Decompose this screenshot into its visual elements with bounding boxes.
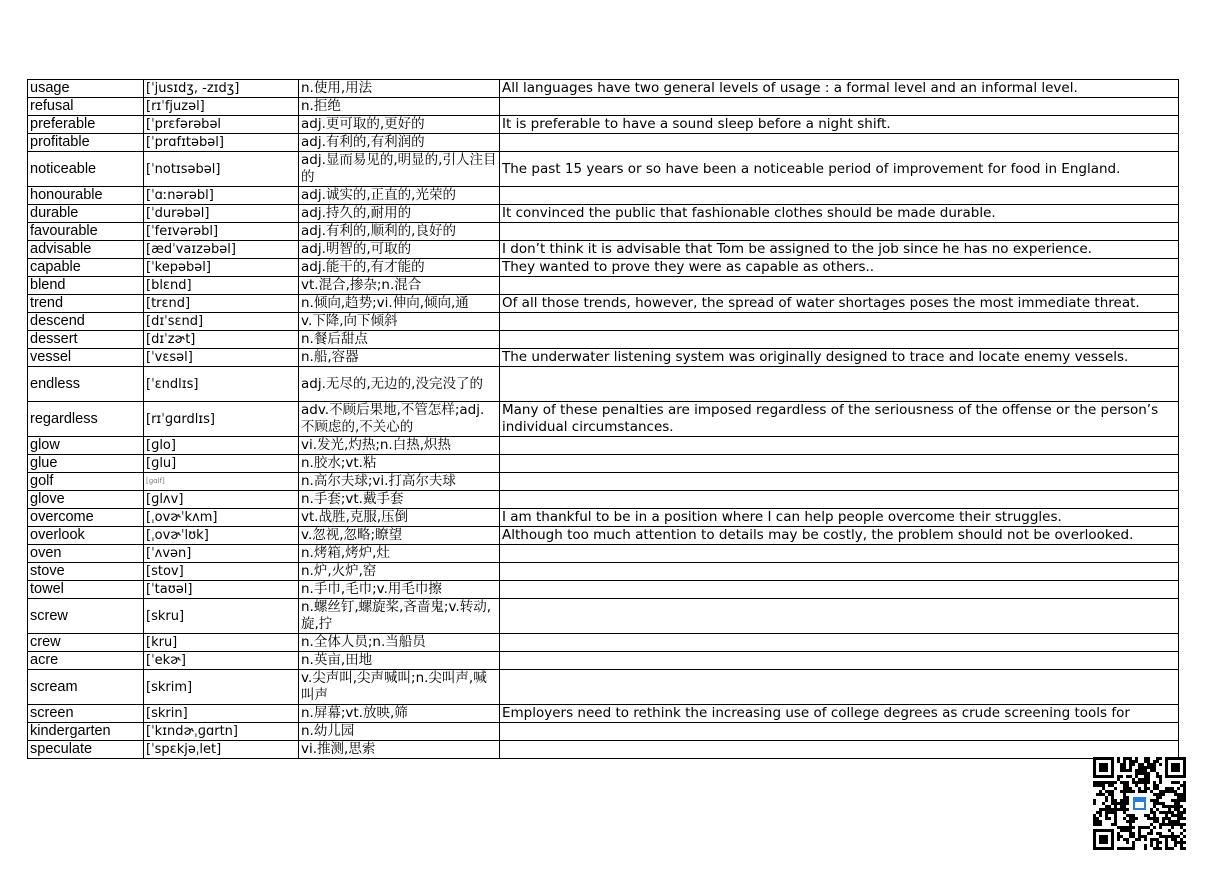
table-row bbox=[28, 313, 1179, 331]
table-row bbox=[28, 367, 1179, 402]
word-cell: regardless bbox=[28, 402, 144, 437]
example-sentence-cell: It is preferable to have a sound sleep before a night shift. bbox=[500, 116, 1179, 134]
pronunciation-cell: [kru] bbox=[144, 634, 299, 652]
word-cell: profitable bbox=[28, 134, 144, 152]
definition-cell: n.手套;vt.戴手套 bbox=[299, 491, 500, 509]
word-cell: honourable bbox=[28, 187, 144, 205]
definition-cell: adj.有利的,有利润的 bbox=[299, 134, 500, 152]
table-row bbox=[28, 563, 1179, 581]
table-row bbox=[28, 80, 1179, 98]
definition-cell: adj.持久的,耐用的 bbox=[299, 205, 500, 223]
table-row bbox=[28, 581, 1179, 599]
example-sentence-cell bbox=[500, 545, 1179, 563]
pronunciation-cell: [ˈprɛfərəbəl bbox=[144, 116, 299, 134]
definition-cell: v.下降,向下倾斜 bbox=[299, 313, 500, 331]
definition-cell: vt.混合,掺杂;n.混合 bbox=[299, 277, 500, 295]
table-row bbox=[28, 116, 1179, 134]
table-row bbox=[28, 634, 1179, 652]
example-sentence-cell bbox=[500, 741, 1179, 759]
pronunciation-cell: [ædˈvaɪzəbəl] bbox=[144, 241, 299, 259]
pronunciation-cell: [skrim] bbox=[144, 670, 299, 705]
word-cell: noticeable bbox=[28, 152, 144, 187]
example-sentence-cell bbox=[500, 367, 1179, 402]
pronunciation-cell: [rɪˈfjuzəl] bbox=[144, 98, 299, 116]
table-row bbox=[28, 134, 1179, 152]
vocabulary-table-body bbox=[28, 80, 1179, 759]
word-cell: durable bbox=[28, 205, 144, 223]
example-sentence-cell: The past 15 years or so have been a noticeable period of improvement for food in England. bbox=[500, 152, 1179, 187]
pronunciation-cell: [ˈjusɪdʒ, -zɪdʒ] bbox=[144, 80, 299, 98]
definition-cell: v.忽视,忽略;瞭望 bbox=[299, 527, 500, 545]
table-row bbox=[28, 652, 1179, 670]
definition-cell: n.炉,火炉,窑 bbox=[299, 563, 500, 581]
table-row bbox=[28, 402, 1179, 437]
pronunciation-cell: [ˈspɛkjəˌlet] bbox=[144, 741, 299, 759]
table-row bbox=[28, 599, 1179, 634]
pronunciation-cell: [ˈnotɪsəbəl] bbox=[144, 152, 299, 187]
example-sentence-cell bbox=[500, 599, 1179, 634]
example-sentence-cell: All languages have two general levels of usage : a formal level and an informal level. bbox=[500, 80, 1179, 98]
table-row bbox=[28, 473, 1179, 491]
example-sentence-cell bbox=[500, 437, 1179, 455]
definition-cell: v.尖声叫,尖声喊叫;n.尖叫声,喊叫声 bbox=[299, 670, 500, 705]
definition-cell: vi.发光,灼热;n.白热,炽热 bbox=[299, 437, 500, 455]
definition-cell: n.船,容器 bbox=[299, 349, 500, 367]
pronunciation-cell: [ˈkepəbəl] bbox=[144, 259, 299, 277]
table-row bbox=[28, 527, 1179, 545]
example-sentence-cell: Employers need to rethink the increasing use of college degrees as crude screening tools for bbox=[500, 705, 1179, 723]
definition-cell: adv.不顾后果地,不管怎样;adj.不顾虑的,不关心的 bbox=[299, 402, 500, 437]
word-cell: speculate bbox=[28, 741, 144, 759]
definition-cell: vt.战胜,克服,压倒 bbox=[299, 509, 500, 527]
pronunciation-cell: [dɪˈzɚt] bbox=[144, 331, 299, 349]
table-row bbox=[28, 295, 1179, 313]
word-cell: acre bbox=[28, 652, 144, 670]
table-row bbox=[28, 509, 1179, 527]
table-row bbox=[28, 205, 1179, 223]
word-cell: screen bbox=[28, 705, 144, 723]
example-sentence-cell bbox=[500, 331, 1179, 349]
example-sentence-cell: It convinced the public that fashionable clothes should be made durable. bbox=[500, 205, 1179, 223]
table-row bbox=[28, 277, 1179, 295]
example-sentence-cell: The underwater listening system was originally designed to trace and locate enemy vessels. bbox=[500, 349, 1179, 367]
example-sentence-cell bbox=[500, 98, 1179, 116]
example-sentence-cell bbox=[500, 313, 1179, 331]
pronunciation-cell: [ˈtaʊəl] bbox=[144, 581, 299, 599]
word-cell: overlook bbox=[28, 527, 144, 545]
word-cell: screw bbox=[28, 599, 144, 634]
pronunciation-cell: [ˈɑːnərəbl] bbox=[144, 187, 299, 205]
example-sentence-cell: I don’t think it is advisable that Tom be assigned to the job since he has no experience. bbox=[500, 241, 1179, 259]
definition-cell: n.餐后甜点 bbox=[299, 331, 500, 349]
word-cell: stove bbox=[28, 563, 144, 581]
word-cell: dessert bbox=[28, 331, 144, 349]
word-cell: towel bbox=[28, 581, 144, 599]
definition-cell: n.使用,用法 bbox=[299, 80, 500, 98]
table-row bbox=[28, 491, 1179, 509]
word-cell: capable bbox=[28, 259, 144, 277]
example-sentence-cell bbox=[500, 277, 1179, 295]
qr-code-icon bbox=[1093, 757, 1186, 850]
pronunciation-cell: [ˈfeɪvərəbl] bbox=[144, 223, 299, 241]
vocabulary-table bbox=[27, 79, 1179, 759]
pronunciation-cell: [blɛnd] bbox=[144, 277, 299, 295]
example-sentence-cell bbox=[500, 652, 1179, 670]
table-row bbox=[28, 241, 1179, 259]
word-cell: endless bbox=[28, 367, 144, 402]
example-sentence-cell: I am thankful to be in a position where I can help people overcome their struggles. bbox=[500, 509, 1179, 527]
table-row bbox=[28, 98, 1179, 116]
definition-cell: n.高尔夫球;vi.打高尔夫球 bbox=[299, 473, 500, 491]
pronunciation-cell: [ˈekɚ] bbox=[144, 652, 299, 670]
table-row bbox=[28, 741, 1179, 759]
table-row bbox=[28, 705, 1179, 723]
definition-cell: adj.明智的,可取的 bbox=[299, 241, 500, 259]
word-cell: kindergarten bbox=[28, 723, 144, 741]
definition-cell: n.胶水;vt.粘 bbox=[299, 455, 500, 473]
definition-cell: adj.能干的,有才能的 bbox=[299, 259, 500, 277]
pronunciation-cell: [stov] bbox=[144, 563, 299, 581]
definition-cell: n.全体人员;n.当船员 bbox=[299, 634, 500, 652]
table-row bbox=[28, 331, 1179, 349]
example-sentence-cell bbox=[500, 634, 1179, 652]
definition-cell: n.螺丝钉,螺旋桨,吝啬鬼;v.转动,旋,拧 bbox=[299, 599, 500, 634]
definition-cell: adj.无尽的,无边的,没完没了的 bbox=[299, 367, 500, 402]
word-cell: glue bbox=[28, 455, 144, 473]
pronunciation-cell: [ˌovɚˈlʊk] bbox=[144, 527, 299, 545]
example-sentence-cell bbox=[500, 563, 1179, 581]
pronunciation-cell: [ˈvɛsəl] bbox=[144, 349, 299, 367]
word-cell: oven bbox=[28, 545, 144, 563]
table-row bbox=[28, 723, 1179, 741]
word-cell: glow bbox=[28, 437, 144, 455]
definition-cell: adj.更可取的,更好的 bbox=[299, 116, 500, 134]
example-sentence-cell bbox=[500, 581, 1179, 599]
word-cell: vessel bbox=[28, 349, 144, 367]
table-row bbox=[28, 545, 1179, 563]
table-row bbox=[28, 349, 1179, 367]
example-sentence-cell bbox=[500, 473, 1179, 491]
pronunciation-cell: [ɡɑlf] bbox=[144, 473, 299, 491]
example-sentence-cell: Many of these penalties are imposed regardless of the seriousness of the offense or the person’s individual circumstances. bbox=[500, 402, 1179, 437]
pronunciation-cell: [ˈprɑfɪtəbəl] bbox=[144, 134, 299, 152]
word-cell: scream bbox=[28, 670, 144, 705]
example-sentence-cell bbox=[500, 723, 1179, 741]
word-cell: blend bbox=[28, 277, 144, 295]
pronunciation-cell: [ˈɛndlɪs] bbox=[144, 367, 299, 402]
definition-cell: adj.有利的,顺利的,良好的 bbox=[299, 223, 500, 241]
pronunciation-cell: [dɪˈsɛnd] bbox=[144, 313, 299, 331]
definition-cell: n.倾向,趋势;vi.伸向,倾向,通 bbox=[299, 295, 500, 313]
table-row bbox=[28, 152, 1179, 187]
word-cell: descend bbox=[28, 313, 144, 331]
word-cell: usage bbox=[28, 80, 144, 98]
table-row bbox=[28, 670, 1179, 705]
definition-cell: n.屏幕;vt.放映,筛 bbox=[299, 705, 500, 723]
table-row bbox=[28, 223, 1179, 241]
example-sentence-cell bbox=[500, 670, 1179, 705]
pronunciation-cell: [ɡlʌv] bbox=[144, 491, 299, 509]
definition-cell: adj.显而易见的,明显的,引人注目的 bbox=[299, 152, 500, 187]
pronunciation-cell: [ˌovɚˈkʌm] bbox=[144, 509, 299, 527]
example-sentence-cell: They wanted to prove they were as capable as others.. bbox=[500, 259, 1179, 277]
example-sentence-cell bbox=[500, 455, 1179, 473]
pronunciation-cell: [ˈdurəbəl] bbox=[144, 205, 299, 223]
word-cell: trend bbox=[28, 295, 144, 313]
definition-cell: adj.诚实的,正直的,光荣的 bbox=[299, 187, 500, 205]
definition-cell: n.英亩,田地 bbox=[299, 652, 500, 670]
word-cell: favourable bbox=[28, 223, 144, 241]
definition-cell: n.拒绝 bbox=[299, 98, 500, 116]
pronunciation-cell: [skru] bbox=[144, 599, 299, 634]
word-cell: crew bbox=[28, 634, 144, 652]
pronunciation-cell: [ˈkɪndɚˌɡɑrtn] bbox=[144, 723, 299, 741]
word-cell: advisable bbox=[28, 241, 144, 259]
word-cell: golf bbox=[28, 473, 144, 491]
example-sentence-cell bbox=[500, 491, 1179, 509]
definition-cell: vi.推测,思索 bbox=[299, 741, 500, 759]
example-sentence-cell: Of all those trends, however, the spread of water shortages poses the most immediate threat. bbox=[500, 295, 1179, 313]
example-sentence-cell bbox=[500, 134, 1179, 152]
table-row bbox=[28, 187, 1179, 205]
word-cell: glove bbox=[28, 491, 144, 509]
example-sentence-cell bbox=[500, 223, 1179, 241]
pronunciation-cell: [ɡlu] bbox=[144, 455, 299, 473]
example-sentence-cell: Although too much attention to details may be costly, the problem should not be overlooked. bbox=[500, 527, 1179, 545]
pronunciation-cell: [skrin] bbox=[144, 705, 299, 723]
definition-cell: n.烤箱,烤炉,灶 bbox=[299, 545, 500, 563]
pronunciation-cell: [trɛnd] bbox=[144, 295, 299, 313]
word-cell: refusal bbox=[28, 98, 144, 116]
definition-cell: n.幼儿园 bbox=[299, 723, 500, 741]
table-row bbox=[28, 259, 1179, 277]
table-row bbox=[28, 455, 1179, 473]
word-cell: overcome bbox=[28, 509, 144, 527]
example-sentence-cell bbox=[500, 187, 1179, 205]
qr-code-graphic bbox=[1093, 757, 1186, 850]
pronunciation-cell: [ˈʌvən] bbox=[144, 545, 299, 563]
pronunciation-cell: [ɡlo] bbox=[144, 437, 299, 455]
table-row bbox=[28, 437, 1179, 455]
word-cell: preferable bbox=[28, 116, 144, 134]
pronunciation-cell: [rɪˈɡɑrdlɪs] bbox=[144, 402, 299, 437]
definition-cell: n.手巾,毛巾;v.用毛巾擦 bbox=[299, 581, 500, 599]
